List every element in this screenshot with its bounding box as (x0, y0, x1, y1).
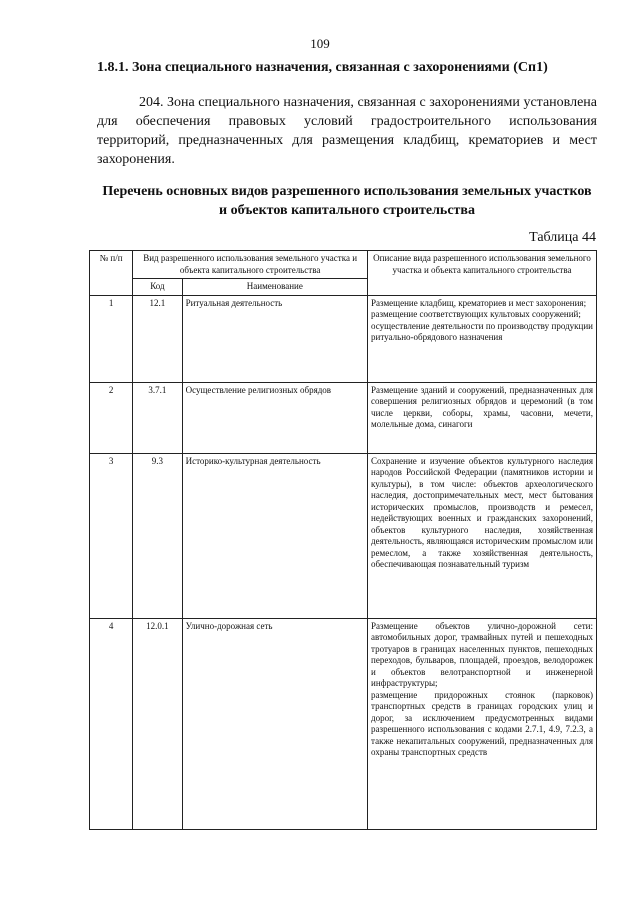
row-description (368, 382, 597, 453)
row-name: Ритуальная деятельность (182, 295, 367, 382)
row-code: 3.7.1 (133, 382, 182, 453)
row-code: 9.3 (133, 453, 182, 618)
row-num: 2 (90, 382, 133, 453)
table-row (90, 453, 597, 618)
row-name: Осуществление религиозных обрядов (182, 382, 367, 453)
row-code: 12.0.1 (133, 618, 182, 829)
page-number: 109 (310, 36, 330, 51)
description-line: осуществление деятельности по производству продукции ритуально-обрядового назначения (371, 320, 593, 342)
row-num: 3 (90, 453, 133, 618)
description-line: Сохранение и изучение объектов культурного наследия народов Российской Федерации (памятников истории и культуры), в том числе: объектов археологического наследия, достопримечательных мест, мест бытования исторических промыслов, производств и ремесел, недействующих военных и гражданских захоронений, объектов культурного наследия, хозяйственная деятельность, являющаяся историческим промыслом или ремеслом, а также хозяйственная деятельность, обеспечивающая познавательный туризм (371, 455, 593, 569)
header-name: Наименование (182, 279, 367, 296)
row-num: 1 (90, 295, 133, 382)
row-name: Историко-культурная деятельность (182, 453, 367, 618)
description-line: Размещение зданий и сооружений, предназначенных для совершения религиозных обрядов и церемоний (в том числе церкви, соборы, храмы, часовни, мечети, молельные дома, синагоги (371, 384, 593, 429)
header-description: Описание вида разрешенного использования земельного участка и объекта капитального строительства (368, 251, 597, 296)
permitted-uses-table (89, 250, 597, 830)
intro-text: 204. Зона специального назначения, связанная с захоронениями установлена для обеспечения правовых условий градостроительного использования территорий, предназначенных для размещения кладбищ, крематориев и мест захоронения. (97, 95, 597, 167)
header-num: № п/п (90, 251, 133, 296)
table-row (90, 295, 597, 382)
list-heading: Перечень основных видов разрешенного использования земельных участков и объектов капитального строительства (102, 184, 592, 218)
description-line: Размещение кладбищ, крематориев и мест захоронения; (371, 297, 587, 308)
row-description (368, 453, 597, 618)
description-line: размещение соответствующих культовых сооружений; (371, 309, 581, 319)
section-title: 1.8.1. Зона специального назначения, связанная с захоронениями (Сп1) (97, 60, 548, 75)
row-code: 12.1 (133, 295, 182, 382)
row-description (368, 618, 597, 829)
row-name: Улично-дорожная сеть (182, 618, 367, 829)
row-num: 4 (90, 618, 133, 829)
header-use-type: Вид разрешенного использования земельного участка и объекта капитального строительства (133, 251, 368, 279)
row-description (368, 295, 597, 382)
table-row (90, 382, 597, 453)
description-line: Размещение объектов улично-дорожной сети: автомобильных дорог, трамвайных путей и пешеходных тротуаров в границах населенных пунктов, пешеходных переходов, бульваров, площадей, проездов, велодорожек и объектов велотранспортной и инженерной инфраструктуры; (371, 620, 593, 688)
intro-paragraph (97, 93, 597, 169)
header-code: Код (133, 279, 182, 296)
table-row (90, 618, 597, 829)
description-line: размещение придорожных стоянок (парковок) транспортных средств в границах городских улиц и дорог, за исключением предусмотренных видами разрешенного использования с кодами 2.7.1, 4.9, 7.2.3, а также некапитальных сооружений, предназначенных для охраны транспортных средств (371, 689, 593, 757)
table-caption: Таблица 44 (529, 230, 596, 245)
